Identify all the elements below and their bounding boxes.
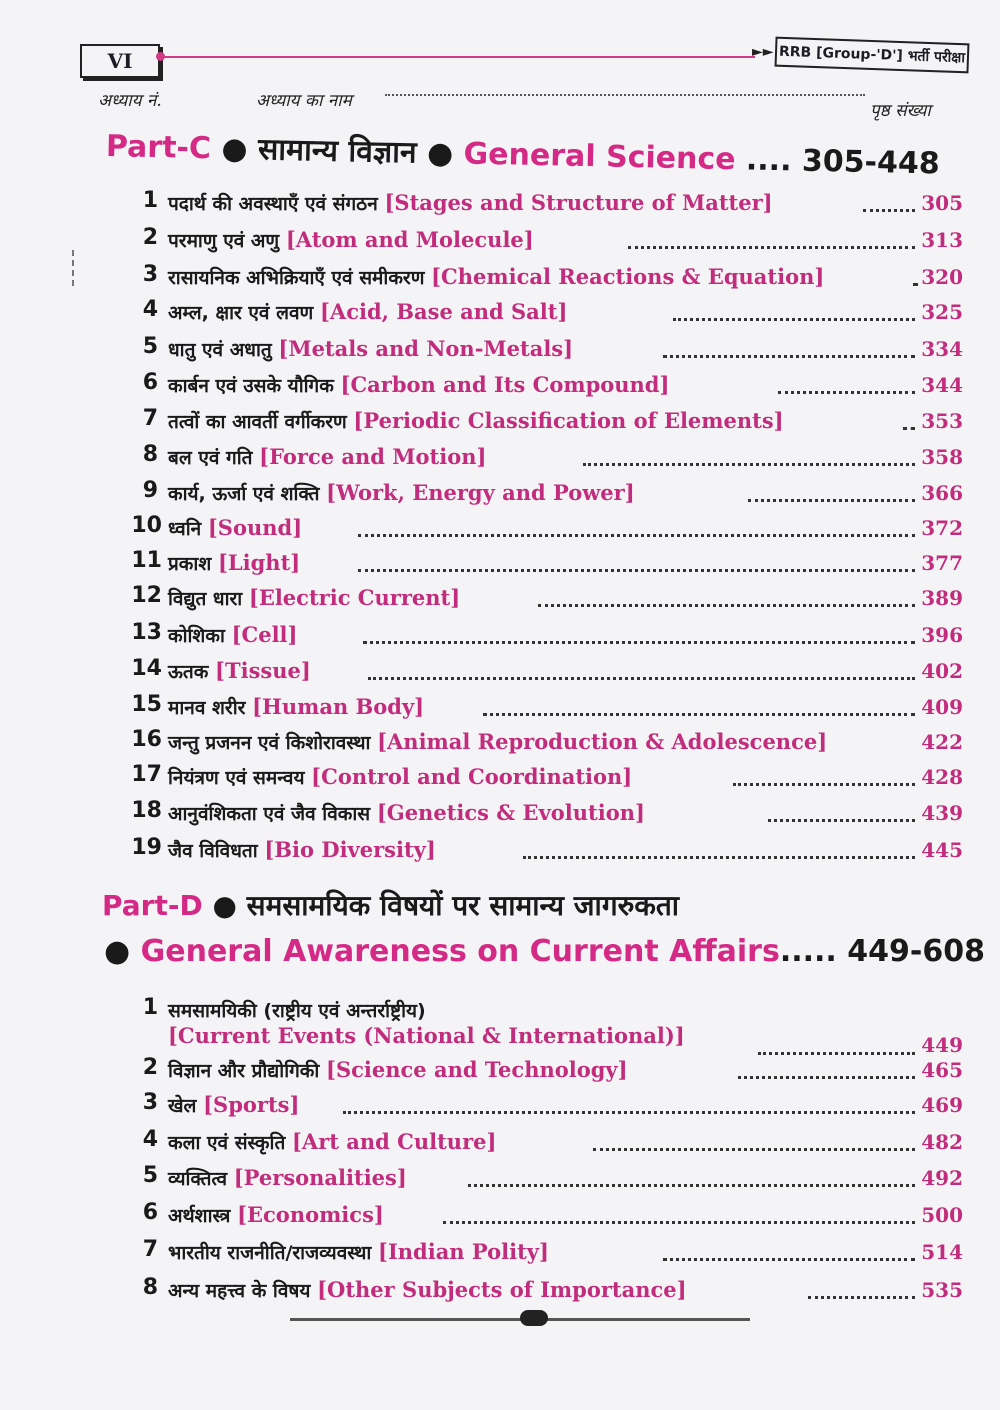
chapter-number: 8: [142, 1275, 158, 1300]
chapter-title-english: [Cell]: [231, 622, 298, 647]
chapter-title-hindi: विज्ञान और प्रौद्योगिकी: [168, 1060, 320, 1082]
chapter-title: [168, 1129, 496, 1155]
toc-row: [128, 370, 963, 404]
chapter-title-english: [Tissue]: [215, 658, 311, 683]
chapter-title: [168, 1202, 384, 1228]
dot-leader: [363, 641, 915, 644]
chapter-title: [168, 585, 460, 611]
footer-ornament-dot: [520, 1310, 548, 1326]
toc-row: [128, 1237, 963, 1271]
chapter-title-hindi: रासायनिक अभिक्रियाएँ एवं समीकरण: [168, 267, 425, 289]
chapter-title: [168, 264, 824, 290]
chapter-page: 366: [921, 481, 963, 505]
chapter-page: 409: [921, 695, 963, 719]
chapter-title-english: [Sound]: [207, 515, 303, 540]
toc-row: [128, 225, 963, 259]
dot-leader: [903, 427, 915, 430]
chapter-page: 514: [921, 1240, 963, 1264]
bullet-icon: ●: [212, 889, 247, 922]
chapter-title: [168, 622, 297, 648]
chapter-number: 10: [131, 513, 162, 538]
chapter-title: [168, 837, 436, 863]
toc-row: [128, 442, 963, 476]
toc-row: [128, 1275, 963, 1309]
chapter-title-english: [Current Events (National & International)]: [168, 1023, 685, 1048]
arrows-icon: ►►: [752, 44, 774, 60]
chapter-number: 11: [131, 548, 162, 573]
chapter-title-hindi: कार्बन एवं उसके यौगिक: [168, 375, 334, 397]
chapter-page: 358: [921, 445, 963, 469]
chapter-number: 16: [131, 727, 162, 752]
chapter-page: 500: [921, 1203, 963, 1227]
chapter-number: 13: [131, 620, 162, 645]
margin-mark: [72, 250, 74, 286]
toc-row: [128, 1090, 963, 1124]
chapter-title-hindi: बल एवं गति: [168, 447, 253, 469]
dot-leader: [663, 355, 915, 358]
chapter-title-english: [Genetics & Evolution]: [376, 800, 645, 825]
toc-row: [128, 1200, 963, 1234]
chapter-title-hindi: जन्तु प्रजनन एवं किशोरावस्था: [168, 732, 371, 754]
chapter-page: 465: [921, 1058, 963, 1082]
chapter-title-english: [Carbon and Its Compound]: [340, 372, 670, 397]
chapter-title-english: [Science and Technology]: [326, 1057, 628, 1082]
toc-row: [128, 1127, 963, 1161]
toc-row: [128, 406, 963, 440]
chapter-title-english: [Metals and Non-Metals]: [278, 336, 574, 361]
part-d-subheading: ● General Awareness on Current Affairs..... 449-608: [104, 934, 985, 969]
chapter-title-english: [Economics]: [237, 1202, 384, 1227]
chapter-number: 18: [131, 798, 162, 823]
exam-label: RRB [Group-'D'] भर्ती परीक्षा: [775, 37, 970, 74]
part-c-label: Part-C: [105, 129, 212, 167]
chapter-title-hindi: अम्ल, क्षार एवं लवण: [168, 302, 314, 324]
toc-row: [128, 798, 963, 832]
chapter-number: 8: [142, 442, 158, 467]
dot-leader: [738, 1076, 915, 1079]
chapter-title-hindi: अर्थशास्त्र: [168, 1205, 231, 1227]
chapter-number: 14: [131, 656, 162, 681]
chapter-title: [168, 299, 567, 325]
chapter-title: [168, 1277, 687, 1303]
chapter-number: 3: [142, 262, 158, 287]
chapter-title: [168, 764, 632, 790]
toc-row: [128, 334, 963, 368]
chapter-title: [168, 408, 784, 434]
dot-leader: [863, 209, 915, 212]
chapter-title: [168, 1057, 628, 1083]
column-chapter-no: अध्याय नं.: [98, 91, 162, 111]
chapter-number: 5: [142, 1163, 158, 1188]
dot-leader: [583, 463, 915, 466]
chapter-title-english: [Electric Current]: [248, 585, 461, 610]
chapter-number: 12: [131, 583, 162, 608]
chapter-title-hindi: भारतीय राजनीति/राजव्यवस्था: [168, 1242, 372, 1264]
chapter-title: [168, 515, 302, 541]
dot-leader: [358, 534, 915, 537]
chapter-title-english: [Atom and Molecule]: [285, 227, 534, 252]
bullet-icon: ●: [104, 934, 141, 969]
page-number: VI: [80, 44, 160, 78]
chapter-page: 334: [921, 337, 963, 361]
chapter-title-english: [Art and Culture]: [291, 1129, 497, 1154]
chapter-title: [168, 1092, 299, 1118]
chapter-number: 7: [142, 406, 158, 431]
toc-row: [128, 297, 963, 331]
chapter-page: 439: [921, 801, 963, 825]
dot-leader: [468, 1184, 915, 1187]
chapter-page: 389: [921, 586, 963, 610]
toc-row: [128, 548, 963, 582]
dot-leader: [733, 783, 915, 786]
chapter-title: [168, 550, 300, 576]
chapter-page: 535: [921, 1278, 963, 1302]
chapter-title-english: [Human Body]: [252, 694, 425, 719]
chapter-page: 305: [921, 191, 963, 215]
chapter-title-hindi: मानव शरीर: [168, 697, 246, 719]
toc-row: [128, 656, 963, 690]
chapter-title-english: [Work, Energy and Power]: [326, 480, 635, 505]
toc-row: [128, 620, 963, 654]
chapter-title-english: [Acid, Base and Salt]: [320, 299, 568, 324]
column-chapter-name: अध्याय का नाम: [256, 91, 352, 111]
chapter-page: 396: [921, 623, 963, 647]
chapter-title-english: [Personalities]: [233, 1165, 407, 1190]
dot-leader: [628, 246, 915, 249]
part-d-label: Part-D: [102, 889, 203, 922]
column-header-leader: [385, 94, 865, 96]
chapter-title-hindi: खेल: [168, 1095, 197, 1117]
chapter-number: 2: [142, 225, 158, 250]
chapter-page: 344: [921, 373, 963, 397]
chapter-title: [168, 444, 486, 470]
dot-leader: [913, 283, 915, 286]
column-page: पृष्ठ संख्या: [870, 101, 931, 121]
chapter-number: 4: [142, 297, 158, 322]
part-c-range: 305-448: [801, 143, 941, 182]
chapter-title-english: [Stages and Structure of Matter]: [384, 190, 773, 215]
chapter-page: 445: [921, 838, 963, 862]
toc-row: [128, 583, 963, 617]
toc-row: [128, 727, 963, 761]
chapter-number: 2: [142, 1055, 158, 1080]
dot-leader: [483, 713, 915, 716]
chapter-page: 469: [921, 1093, 963, 1117]
bullet-icon: ●: [426, 135, 464, 172]
chapter-title-hindi: ऊतक: [168, 661, 209, 683]
chapter-title-hindi: धातु एवं अधातु: [168, 339, 272, 361]
toc-row: [128, 1055, 963, 1089]
chapter-title-english: [Force and Motion]: [259, 444, 487, 469]
chapter-title-english: [Light]: [217, 550, 301, 575]
chapter-title-english: [Bio Diversity]: [264, 837, 436, 862]
part-d-range: 449-608: [847, 934, 985, 969]
chapter-number: 5: [142, 334, 158, 359]
chapter-title-hindi: ध्वनि: [168, 518, 202, 540]
chapter-title-english: [Sports]: [203, 1092, 300, 1117]
chapter-title: [168, 336, 573, 362]
chapter-title-english: [Animal Reproduction & Adolescence]: [377, 729, 828, 754]
chapter-title-hindi: आनुवंशिकता एवं जैव विकास: [168, 803, 371, 825]
chapter-number: 9: [142, 478, 158, 503]
chapter-number: 7: [142, 1237, 158, 1262]
chapter-title-hindi: पदार्थ की अवस्थाएँ एवं संगठन: [168, 193, 378, 215]
chapter-number: 1: [142, 995, 158, 1020]
chapter-page: 422: [921, 730, 963, 754]
chapter-title: [168, 372, 669, 398]
dot-leader: [523, 856, 915, 859]
dot-leader: [673, 318, 915, 321]
dot-leader: [778, 391, 915, 394]
toc-row: [128, 762, 963, 796]
dot-leader: [343, 1111, 915, 1114]
chapter-title: [168, 729, 827, 755]
chapter-title: [168, 997, 948, 1048]
chapter-page: 372: [921, 516, 963, 540]
chapter-number: 6: [142, 1200, 158, 1225]
chapter-title: [168, 800, 645, 826]
chapter-title: [168, 480, 635, 506]
chapter-title-english: [Other Subjects of Importance]: [317, 1277, 687, 1302]
chapter-title: [168, 694, 424, 720]
part-d-english: General Awareness on Current Affairs: [140, 934, 780, 969]
dot-leader: [443, 1221, 915, 1224]
chapter-title-hindi: समसामयिकी (राष्ट्रीय एवं अन्तर्राष्ट्रीय): [168, 1000, 426, 1022]
chapter-number: 15: [131, 692, 162, 717]
chapter-page: 313: [921, 228, 963, 252]
chapter-title: [168, 190, 773, 216]
part-c-heading: Part-C ● सामान्य विज्ञान ● General Science .... 305-448: [105, 129, 941, 182]
part-c-hindi: सामान्य विज्ञान: [257, 132, 417, 171]
chapter-number: 1: [142, 188, 158, 213]
chapter-page: 492: [921, 1166, 963, 1190]
chapter-number: 4: [142, 1127, 158, 1152]
toc-row: [128, 262, 963, 296]
toc-row: [128, 995, 963, 1057]
chapter-title: [168, 1165, 407, 1191]
chapter-page: 428: [921, 765, 963, 789]
chapter-number: 19: [131, 835, 162, 860]
chapter-title-hindi: प्रकाश: [168, 553, 212, 575]
chapter-title-hindi: व्यक्तित्व: [168, 1168, 228, 1190]
toc-row: [128, 692, 963, 726]
toc-row: [128, 513, 963, 547]
chapter-number: 6: [142, 370, 158, 395]
toc-row: [128, 835, 963, 869]
bullet-icon: ●: [221, 131, 259, 168]
chapter-page: 482: [921, 1130, 963, 1154]
chapter-title-hindi: कला एवं संस्कृति: [168, 1132, 286, 1154]
chapter-page: 377: [921, 551, 963, 575]
chapter-page: 449: [921, 1033, 963, 1057]
chapter-title-hindi: नियंत्रण एवं समन्वय: [168, 767, 305, 789]
dot-leader: [358, 569, 915, 572]
chapter-title-hindi: तत्वों का आवर्ती वर्गीकरण: [168, 411, 347, 433]
chapter-title-hindi: परमाणु एवं अणु: [168, 230, 280, 252]
chapter-number: 3: [142, 1090, 158, 1115]
chapter-title-english: [Chemical Reactions & Equation]: [431, 264, 825, 289]
chapter-title-english: [Control and Coordination]: [311, 764, 633, 789]
toc-row: [128, 188, 963, 222]
toc-row: [128, 478, 963, 512]
chapter-title: [168, 658, 311, 684]
chapter-title-hindi: विद्युत धारा: [168, 588, 243, 610]
dot-leader: [538, 604, 915, 607]
chapter-title-english: [Indian Polity]: [378, 1239, 549, 1264]
chapter-title-hindi: कोशिका: [168, 625, 225, 647]
part-d-hindi: समसामयिक विषयों पर सामान्य जागरुकता: [246, 889, 680, 922]
chapter-title-hindi: जैव विविधता: [168, 840, 258, 862]
toc-row: [128, 1163, 963, 1197]
chapter-page: 402: [921, 659, 963, 683]
chapter-page: 320: [921, 265, 963, 289]
chapter-title-english: [Periodic Classification of Elements]: [353, 408, 784, 433]
dot-leader: [593, 1148, 915, 1151]
chapter-title: [168, 1239, 549, 1265]
chapter-page: 325: [921, 300, 963, 324]
chapter-title-hindi: कार्य, ऊर्जा एवं शक्ति: [168, 483, 320, 505]
chapter-title: [168, 227, 534, 253]
dot-leader: [748, 499, 915, 502]
dot-leader: [808, 1296, 915, 1299]
chapter-title-hindi: अन्य महत्त्व के विषय: [168, 1280, 311, 1302]
part-c-english: General Science: [463, 136, 736, 178]
part-d-heading: [102, 886, 679, 924]
dot-leader: [768, 819, 915, 822]
dot-leader: [368, 677, 915, 680]
chapter-page: 353: [921, 409, 963, 433]
header-rule: [160, 56, 755, 58]
chapter-number: 17: [131, 762, 162, 787]
dot-leader: [663, 1258, 915, 1261]
